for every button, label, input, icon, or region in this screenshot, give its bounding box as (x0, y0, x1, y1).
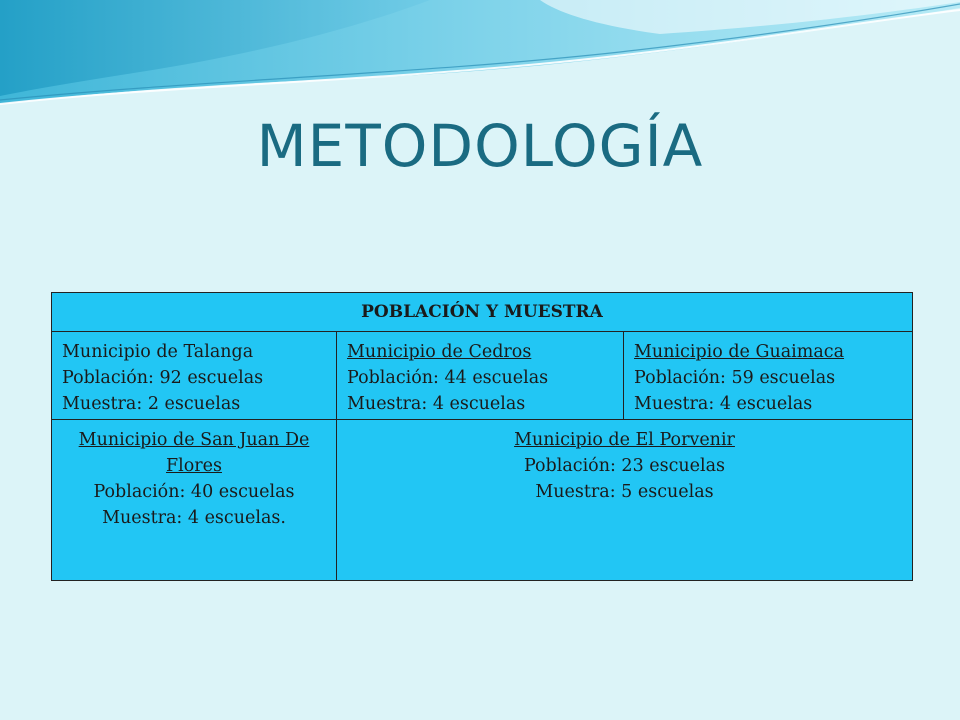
poblacion-text: Población: 44 escuelas (347, 368, 549, 388)
muestra-text: Muestra: 4 escuelas. (102, 508, 286, 528)
muestra-text: Muestra: 2 escuelas (62, 394, 241, 414)
muestra-text: Muestra: 5 escuelas (535, 482, 714, 502)
poblacion-text: Población: 59 escuelas (634, 368, 836, 388)
poblacion-text: Población: 92 escuelas (62, 368, 264, 388)
municipio-name: Municipio de El Porvenir (514, 430, 735, 450)
muestra-text: Muestra: 4 escuelas (634, 394, 813, 414)
population-sample-table (51, 292, 913, 581)
muestra-text: Muestra: 4 escuelas (347, 394, 526, 414)
municipio-name: Municipio de Talanga (62, 342, 254, 362)
municipio-guaimaca-cell (624, 332, 913, 420)
municipio-name: Municipio de Cedros (347, 342, 532, 362)
table-header: POBLACIÓN Y MUESTRA (52, 293, 913, 332)
municipio-talanga-cell (52, 332, 337, 420)
table-header-row (52, 293, 913, 332)
table-row (52, 332, 913, 420)
slide-title: METODOLOGÍA (256, 112, 704, 180)
poblacion-text: Población: 23 escuelas (523, 456, 726, 476)
table-row (52, 420, 913, 581)
municipio-name: Municipio de Guaimaca (634, 342, 845, 362)
municipio-el-porvenir-cell (337, 420, 913, 581)
poblacion-text: Población: 40 escuelas (93, 482, 295, 502)
municipio-name: Municipio de San Juan De Flores (78, 430, 310, 476)
municipio-cedros-cell (337, 332, 624, 420)
municipio-san-juan-cell (52, 420, 337, 581)
header-wave-decoration (0, 0, 960, 120)
